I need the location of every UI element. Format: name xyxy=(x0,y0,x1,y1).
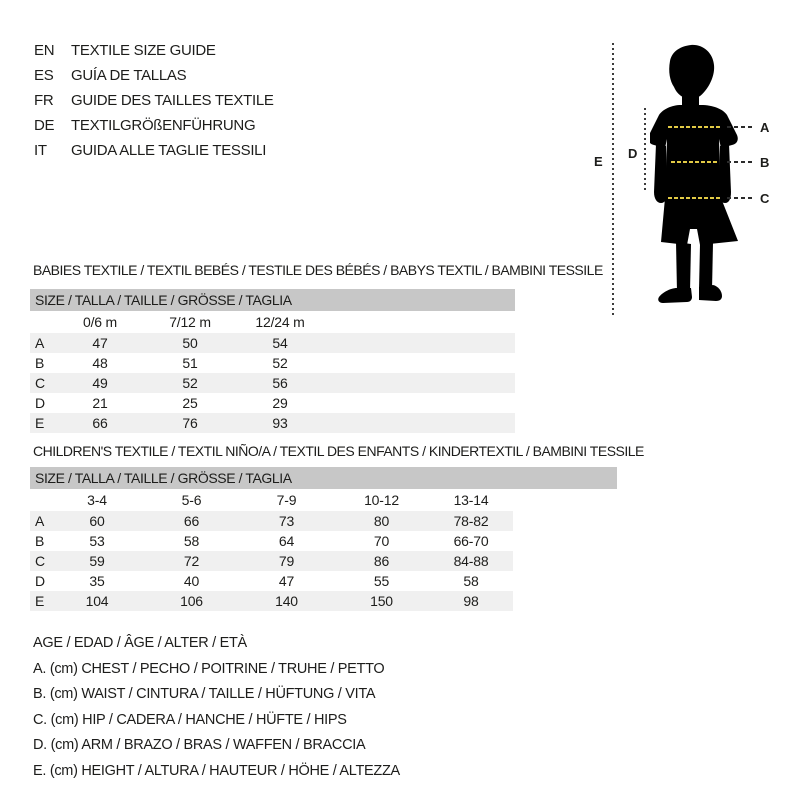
table-cell xyxy=(325,393,515,413)
waist-measure-dash-yellow xyxy=(671,161,718,163)
table-cell: 40 xyxy=(183,573,200,589)
table-cell: 66 xyxy=(92,415,108,431)
table-cell: 93 xyxy=(272,415,288,431)
table-cell: 70 xyxy=(373,533,390,549)
language-row-it xyxy=(34,138,274,163)
language-row-en xyxy=(34,38,274,63)
table-cell: 56 xyxy=(272,375,288,391)
row-label: E xyxy=(35,415,45,431)
legend-line-arm: D. (cm) ARM / BRAZO / BRAS / WAFFEN / BRACCIA xyxy=(33,737,366,753)
table-cell: 79 xyxy=(278,553,295,569)
legend-line-hip: C. (cm) HIP / CADERA / HANCHE / HÜFTE / HIPS xyxy=(33,711,347,728)
arm-measure-line-d xyxy=(644,108,646,190)
column-header: 7-9 xyxy=(276,492,297,508)
table-cell: 150 xyxy=(370,593,393,609)
table-cell: 98 xyxy=(463,593,479,609)
measure-label-c: C xyxy=(760,191,770,206)
column-header: 3-4 xyxy=(87,492,107,508)
table-cell xyxy=(325,311,515,333)
row-label: A xyxy=(35,513,45,529)
table-row xyxy=(30,393,515,413)
row-label: E xyxy=(35,593,45,609)
legend-line-age: AGE / EDAD / ÂGE / ALTER / ETÀ xyxy=(33,635,247,651)
table-cell: 52 xyxy=(182,375,198,391)
language-code: EN xyxy=(34,42,55,59)
table-cell: 49 xyxy=(92,375,108,391)
measure-label-e: E xyxy=(594,154,603,169)
row-label: C xyxy=(35,375,45,391)
language-title: GUÍA DE TALLAS xyxy=(71,67,187,84)
babies-size-header-bar: SIZE / TALLA / TAILLE / GRÖSSE / TAGLIA xyxy=(30,289,515,311)
row-label: D xyxy=(35,573,45,589)
table-cell xyxy=(30,311,55,333)
table-row xyxy=(30,333,515,353)
legend-line-waist: B. (cm) WAIST / CINTURA / TAILLE / HÜFTUNG / VITA xyxy=(33,686,376,702)
language-code: DE xyxy=(34,117,55,134)
row-label: B xyxy=(35,355,45,371)
table-row xyxy=(30,551,513,571)
height-measure-line-e xyxy=(612,43,614,315)
table-cell xyxy=(325,413,515,433)
measurement-legend xyxy=(33,631,400,784)
babies-column-header-row xyxy=(30,311,515,333)
table-cell xyxy=(325,333,515,353)
table-cell: 47 xyxy=(278,573,295,589)
table-cell xyxy=(325,373,515,393)
language-title: TEXTILE SIZE GUIDE xyxy=(71,42,216,59)
table-cell: 51 xyxy=(182,355,198,371)
children-size-table xyxy=(30,489,513,611)
children-section-title: CHILDREN'S TEXTILE / TEXTIL NIÑO/A / TEXTIL DES ENFANTS / KINDERTEXTIL / BAMBINI TESSILE xyxy=(33,443,644,459)
table-cell: 29 xyxy=(272,395,288,411)
table-cell: 84-88 xyxy=(453,553,489,569)
row-label: C xyxy=(35,553,45,569)
table-row xyxy=(30,571,513,591)
measure-label-d: D xyxy=(628,146,638,161)
hip-measure-dash-dark xyxy=(727,197,754,199)
table-cell: 50 xyxy=(182,335,198,351)
chest-measure-dash-yellow xyxy=(668,126,722,128)
table-cell: 66 xyxy=(183,513,200,529)
table-cell: 86 xyxy=(373,553,390,569)
column-header: 7/12 m xyxy=(169,314,211,330)
table-cell: 21 xyxy=(92,395,108,411)
table-row xyxy=(30,373,515,393)
legend-line-height: E. (cm) HEIGHT / ALTURA / HAUTEUR / HÖHE / ALTEZZA xyxy=(33,762,400,779)
column-header: 0/6 m xyxy=(82,314,117,330)
children-size-header-bar: SIZE / TALLA / TAILLE / GRÖSSE / TAGLIA xyxy=(30,467,617,489)
hip-measure-dash-yellow xyxy=(668,197,722,199)
legend-line-chest: A. (cm) CHEST / PECHO / POITRINE / TRUHE / PETTO xyxy=(33,660,385,677)
row-label: D xyxy=(35,395,45,411)
table-cell: 73 xyxy=(278,513,295,529)
table-cell: 64 xyxy=(278,533,295,549)
table-cell xyxy=(325,353,515,373)
row-label: B xyxy=(35,533,45,549)
child-silhouette-icon xyxy=(650,42,742,304)
column-header: 12/24 m xyxy=(255,314,305,330)
language-code: ES xyxy=(34,67,54,84)
language-title: TEXTILGRÖßENFÜHRUNG xyxy=(71,117,256,134)
measure-label-b: B xyxy=(760,155,770,170)
table-row xyxy=(30,531,513,551)
table-cell: 48 xyxy=(92,355,108,371)
table-cell: 58 xyxy=(183,533,200,549)
table-cell: 104 xyxy=(85,593,109,609)
table-cell: 47 xyxy=(92,335,108,351)
table-cell: 52 xyxy=(272,355,288,371)
column-header: 5-6 xyxy=(181,492,202,508)
language-title: GUIDA ALLE TAGLIE TESSILI xyxy=(71,142,267,159)
table-cell: 60 xyxy=(89,513,105,529)
table-cell xyxy=(30,489,50,511)
table-row xyxy=(30,353,515,373)
chest-measure-dash-dark xyxy=(727,126,754,128)
column-header: 13-14 xyxy=(453,492,489,508)
table-cell: 55 xyxy=(373,573,390,589)
table-cell: 106 xyxy=(180,593,203,609)
language-code: FR xyxy=(34,92,54,109)
row-label: A xyxy=(35,335,45,351)
table-cell: 59 xyxy=(89,553,105,569)
language-row-es xyxy=(34,63,274,88)
table-cell: 76 xyxy=(182,415,198,431)
babies-size-table xyxy=(30,311,515,433)
measure-label-a: A xyxy=(760,120,770,135)
table-cell: 58 xyxy=(463,573,479,589)
table-cell: 53 xyxy=(89,533,105,549)
language-code: IT xyxy=(34,142,47,159)
waist-measure-dash-dark xyxy=(727,161,754,163)
table-cell: 54 xyxy=(272,335,288,351)
table-row xyxy=(30,413,515,433)
language-row-fr xyxy=(34,88,274,113)
table-row xyxy=(30,511,513,531)
table-cell: 140 xyxy=(275,593,298,609)
language-row-de xyxy=(34,113,274,138)
language-title: GUIDE DES TAILLES TEXTILE xyxy=(71,92,274,109)
column-header: 10-12 xyxy=(364,492,399,508)
language-title-block xyxy=(34,38,274,163)
table-cell: 35 xyxy=(89,573,105,589)
babies-section-title: BABIES TEXTILE / TEXTIL BEBÉS / TESTILE DES BÉBÉS / BABYS TEXTIL / BAMBINI TESSILE xyxy=(33,262,603,278)
table-cell: 66-70 xyxy=(453,533,489,549)
table-cell: 80 xyxy=(373,513,390,529)
table-cell: 25 xyxy=(182,395,198,411)
table-row xyxy=(30,591,513,611)
children-column-header-row xyxy=(30,489,513,511)
table-cell: 72 xyxy=(183,553,200,569)
table-cell: 78-82 xyxy=(453,513,489,529)
